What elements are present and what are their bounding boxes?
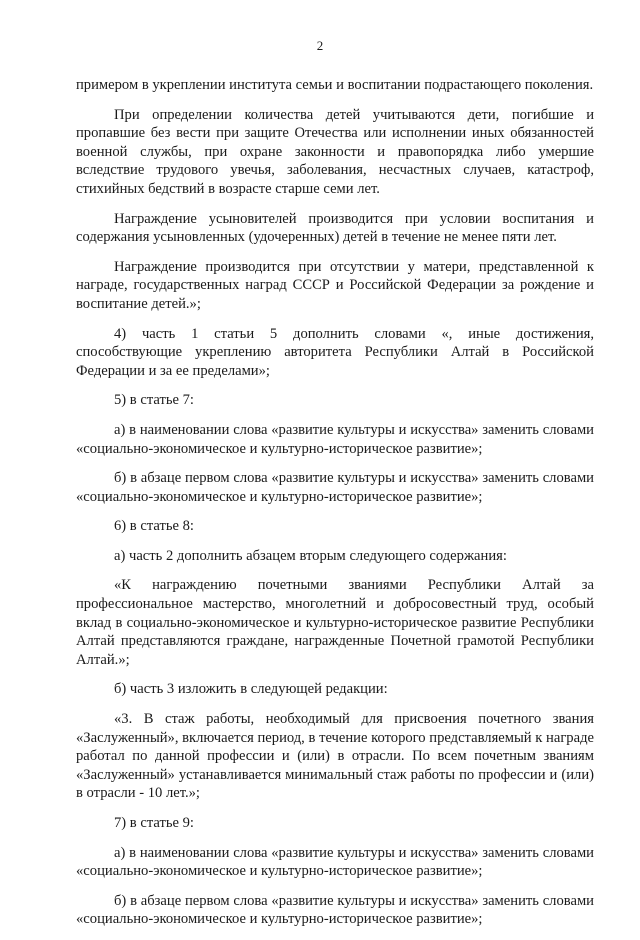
paragraph-item-6a: а) часть 2 дополнить абзацем вторым следующего содержания: [114,547,507,564]
paragraph-item-6: 6) в статье 8: [114,518,194,535]
paragraph-item-7a: а) в наименовании слова «развитие культуры и искусства» заменить словами «социально-экономическое и культурно-историческое развитие»; [76,844,594,880]
paragraph-award-condition: Награждение производится при отсутствии у матери, представленной к награде, государственных наград СССР и Российской Федерации за рождение и воспитание детей.»; [76,258,594,312]
paragraph-item-6b: б) часть 3 изложить в следующей редакции: [114,681,388,698]
paragraph-item-7: 7) в статье 9: [114,815,194,831]
paragraph-quoted-work-experience: «3. В стаж работы, необходимый для присвоения почетного звания «Заслуженный», включается период, в течение которого представляемый к награде работал по данной профессии и (или) в отрасли. По всем почетным званиям «Заслуженный» устанавливается минимальный стаж работы по профессии и (или) в отрасли - 10 лет.»; [76,711,594,802]
paragraph-adoptive-parents: Награждение усыновителей производится при условии воспитания и содержания усыновленных (удочеренных) детей в течение не менее пяти лет. [76,210,594,246]
paragraph-item-5b: б) в абзаце первом слова «развитие культуры и искусства» заменить словами «социально-экономическое и культурно-историческое развитие»; [76,470,594,505]
paragraph-quoted-honorary-titles: «К награждению почетными званиями Республики Алтай за профессиональное мастерство, многолетний и добросовестный труд, особый вклад в социально-экономическое и культурно-историческое развитие Республики Алтай представляются граждане, награжденные Почетной грамотой Республики Алтай.»; [76,577,594,668]
paragraph-item-7b: б) в абзаце первом слова «развитие культуры и искусства» заменить словами «социально-экономическое и культурно-историческое развитие»; [76,892,594,928]
paragraph-children-counting: При определении количества детей учитываются дети, погибшие и пропавшие без вести при защите Отечества или исполнении иных обязанностей военной службы, при охране законности и правопорядка либо умершие вследствие трудового увечья, заболевания, несчастных случаев, катастроф, стихийных бедствий в возрасте старше семи лет. [76,106,594,197]
paragraph-continuation: примером в укреплении института семьи и воспитании подрастающего поколения. [76,77,594,93]
paragraph-item-5: 5) в статье 7: [114,392,194,409]
document-body [76,76,594,940]
page-number: 2 [316,38,324,53]
paragraph-item-4: 4) часть 1 статьи 5 дополнить словами «, иные достижения, способствующие укреплению авторитета Республики Алтай в Российской Федерации и за ее пределами»; [76,325,594,379]
paragraph-item-5a: а) в наименовании слова «развитие культуры и искусства» заменить словами «социально-экономическое и культурно-историческое развитие»; [76,421,594,457]
